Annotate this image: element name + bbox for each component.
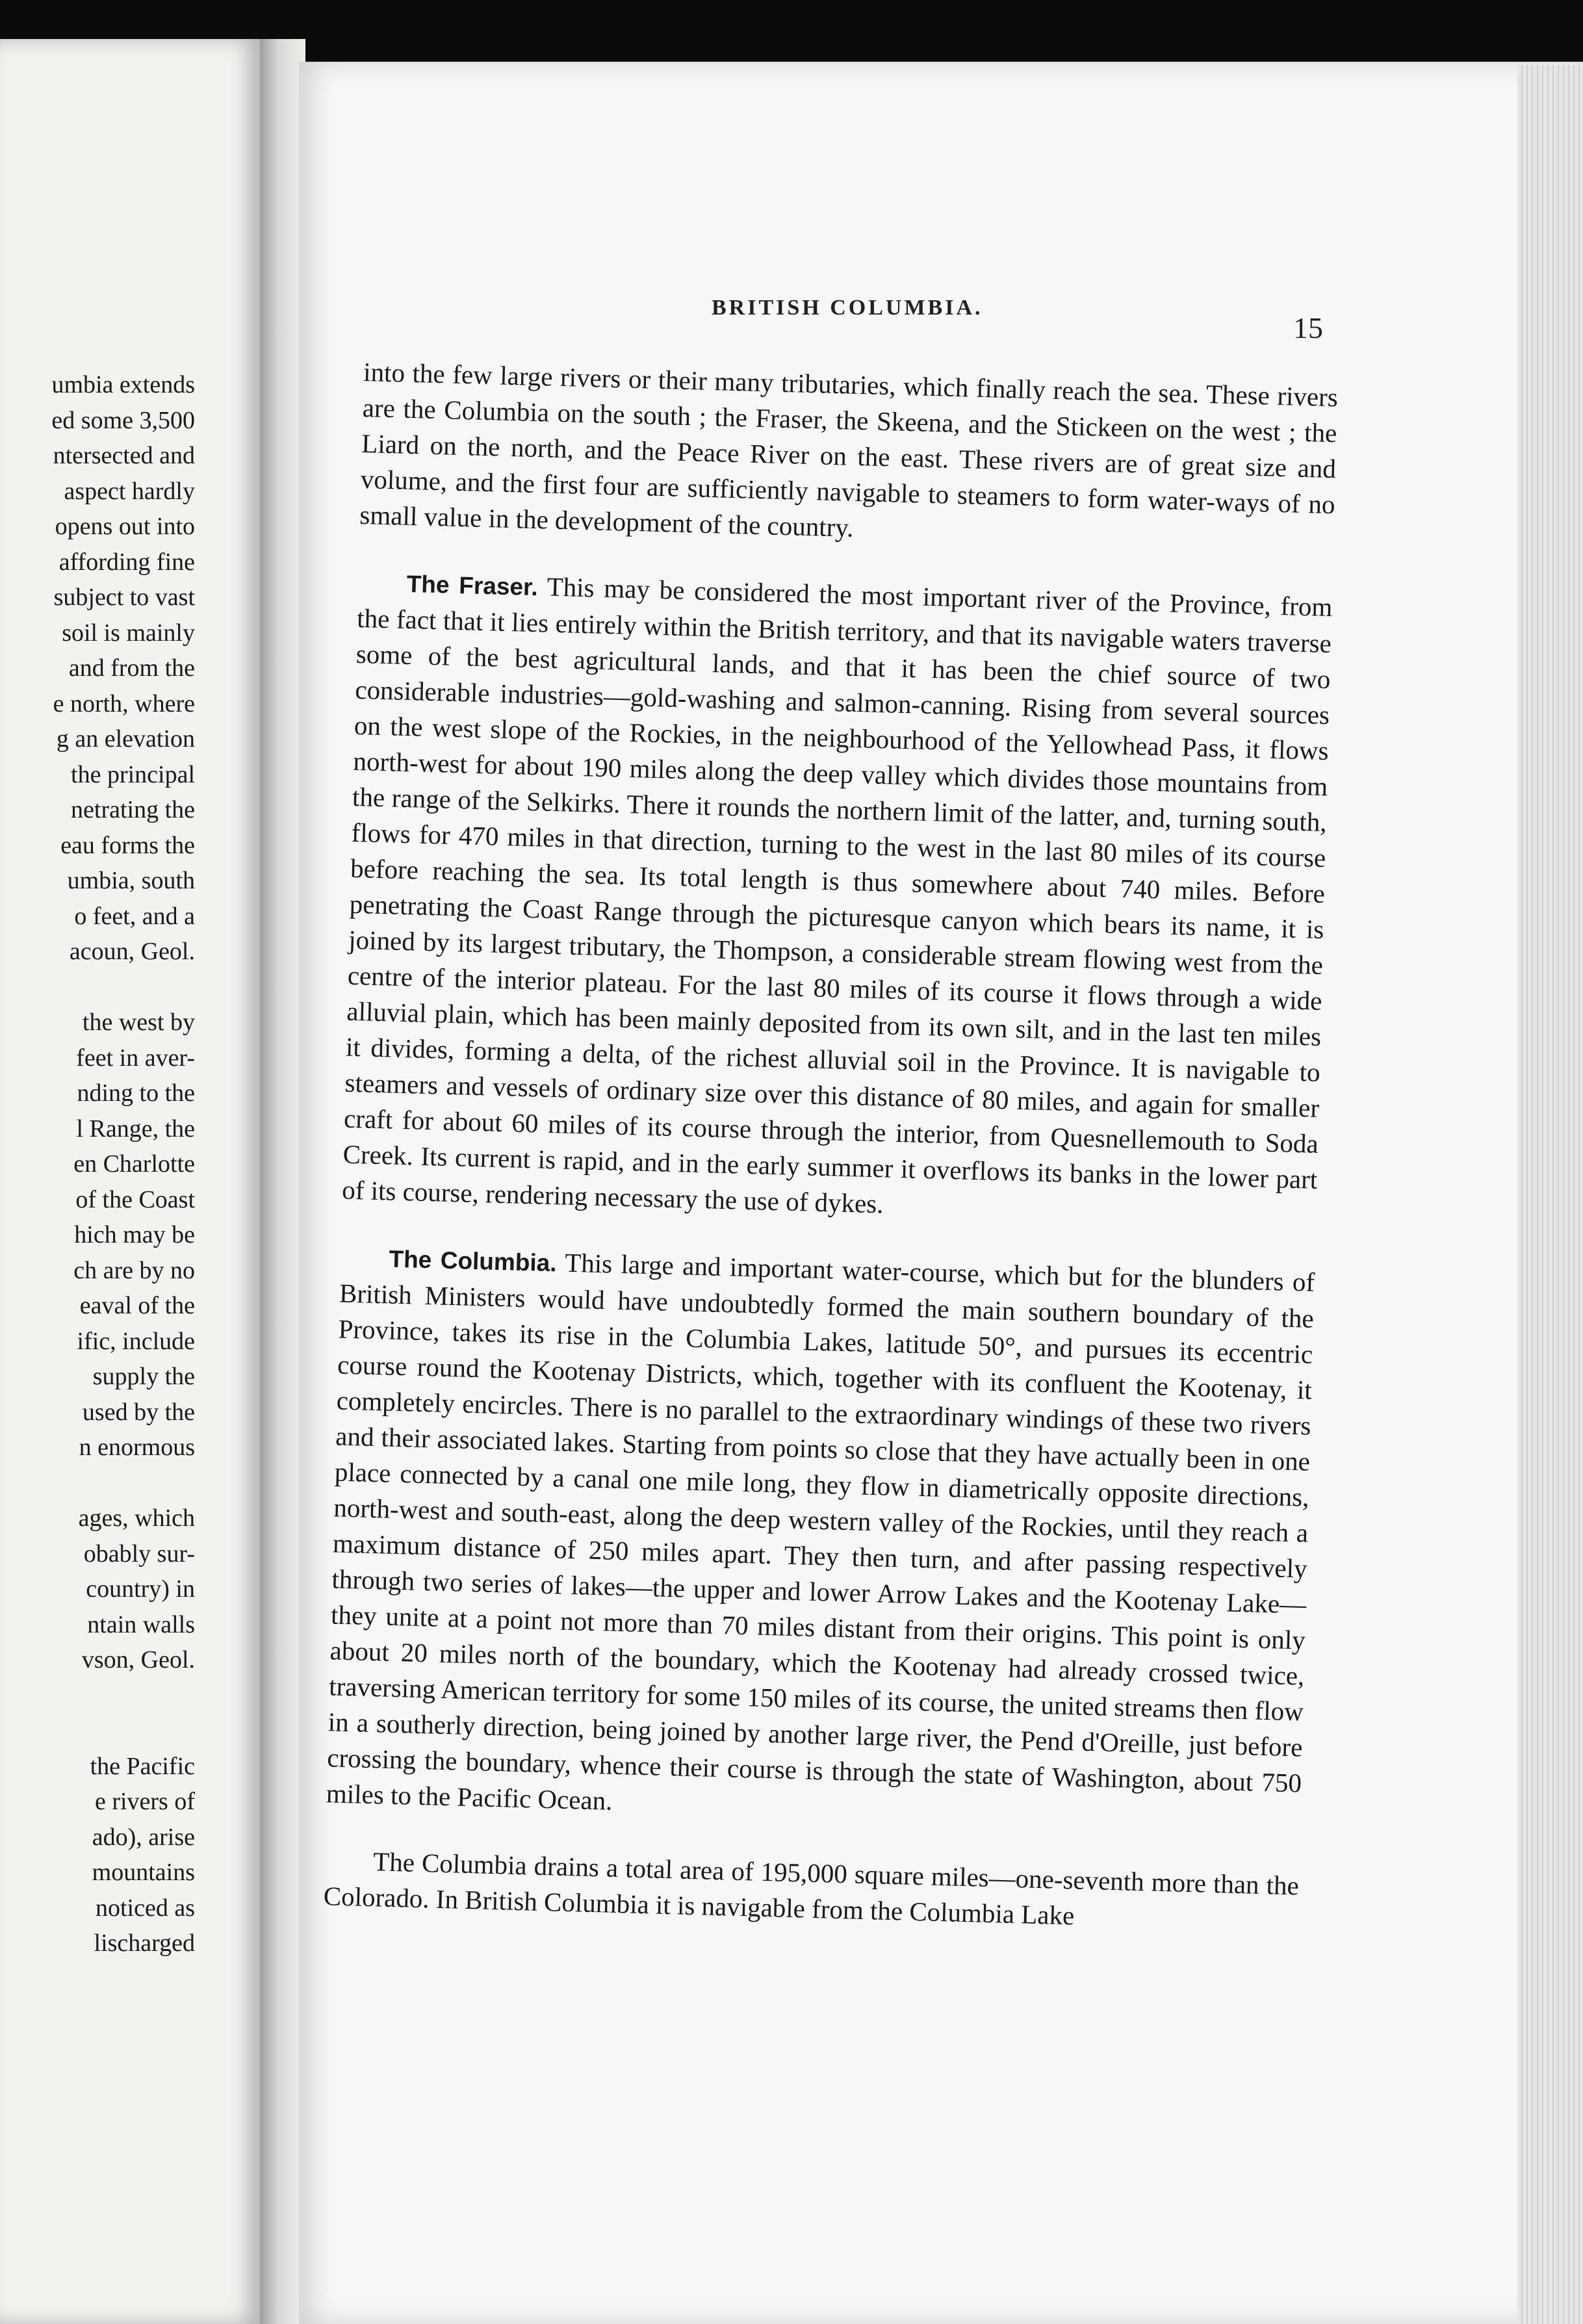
facing-page-line [0, 1678, 195, 1714]
columbia-paragraph [326, 1239, 1315, 1837]
facing-page-line: ages, which [78, 1504, 195, 1532]
facing-page-line: lischarged [94, 1930, 195, 1957]
facing-page-line: n enormous [79, 1434, 195, 1461]
facing-page-line: e north, where [53, 690, 195, 717]
facing-page-line: umbia extends [51, 371, 195, 398]
facing-page-line: nding to the [77, 1079, 195, 1107]
page-body [323, 354, 1338, 1939]
facing-page-line: hich may be [74, 1221, 195, 1248]
intro-paragraph: into the few large rivers or their many tributaries, which finally reach the sea. These rivers are the Columbia on the south ; the Fraser, the Skeena, and the Stickeen on the west ; the Liard on the north, and the Peace River on the east. These rivers are of great size and volume, and the first four are sufficiently navigable to steamers to form water-ways of no small value in the development of the country. [359, 356, 1339, 543]
facing-page-line: l Range, the [76, 1115, 195, 1143]
facing-page-line: eau forms the [60, 831, 195, 859]
columbia-drainage-paragraph: The Columbia drains a total area of 195,000 square miles—one-seventh more than the Colorado. In British Columbia it is navigable from the Columbia Lake [323, 1846, 1300, 1931]
fraser-heading: The Fraser. [406, 570, 539, 601]
facing-page-line: netrating the [71, 796, 195, 823]
facing-page-line: ntain walls [87, 1610, 195, 1638]
facing-page-line: obably sur- [83, 1540, 195, 1568]
page-number: 15 [1293, 311, 1323, 344]
facing-page-line: the Pacific [90, 1752, 195, 1780]
facing-page-line [0, 1713, 195, 1749]
facing-page-line: aspect hardly [64, 477, 195, 505]
facing-page-line: of the Coast [75, 1185, 195, 1213]
facing-page-line: feet in aver- [76, 1044, 195, 1072]
facing-page-text [0, 367, 195, 1961]
facing-page-line: supply the [92, 1363, 195, 1390]
facing-page-line [0, 1465, 195, 1501]
facing-page-line: acoun, Geol. [69, 938, 195, 965]
running-title: BRITISH COLUMBIA. [712, 296, 983, 320]
facing-page-line: o feet, and a [74, 902, 195, 930]
facing-page-line: en Charlotte [73, 1150, 195, 1178]
facing-page-line: g an elevation [56, 725, 195, 753]
facing-page-line: ific, include [77, 1327, 195, 1355]
facing-page-line: soil is mainly [62, 619, 195, 647]
facing-page-line: used by the [82, 1398, 195, 1426]
facing-page-line: e rivers of [94, 1788, 195, 1815]
facing-page-line: opens out into [55, 513, 195, 540]
facing-page-line: ntersected and [53, 442, 195, 469]
facing-page-line: ch are by no [73, 1256, 195, 1284]
facing-page-line: the west by [82, 1009, 195, 1036]
facing-page-line: umbia, south [67, 867, 195, 894]
fraser-paragraph [342, 564, 1333, 1233]
facing-page-line: country) in [86, 1575, 195, 1603]
facing-page-left [0, 39, 260, 2324]
facing-page-line: mountains [92, 1859, 195, 1886]
facing-page-line: noticed as [95, 1894, 195, 1922]
facing-page-line: ado), arise [92, 1823, 195, 1851]
columbia-text: This large and important water-course, which but for the blunders of British Ministers would have undoubtedly formed the main southern boundary of the Province, takes its rise in the Columbia Lakes, latitude 50°, and pursues its eccentric course round the Kootenay Districts, which, together with its confluent the Kootenay, it completely encircles. There is no parallel to the extraordinary windings of these two rivers and their associated lakes. Starting from points so close that they have actually been in one place connected by a canal one mile long, they flow in diametrically opposite directions, north-west and south-east, along the deep western valley of the Rockies, until they reach a maximum distance of 250 miles apart. They then turn, and after passing respectively through two series of lakes—the upper and lower Arrow Lakes and the Kootenay Lake—they unite at a point not more than 70 miles distant from their origins. This point is only about 20 miles north of the boundary, which the Kootenay had already crossed twice, traversing American territory for some 150 miles of its course, the united streams then flow in a southerly direction, being joined by another large river, the Pend d'Oreille, just before crossing the boundary, whence their course is through the state of Washington, about 750 miles to the Pacific Ocean. [326, 1247, 1315, 1816]
facing-page-line: the principal [71, 760, 195, 788]
facing-page-line: subject to vast [53, 584, 195, 611]
fraser-text: This may be considered the most important river of the Province, from the fact that it lies entirely within the British territory, and that its navigable waters traverse some of the best agricultural lands, and that it has been the chief source of two considerable industries—gold-washing and salmon-canning. Rising from several sources on the west slope of the Rockies, in the neighbourhood of the Yellowhead Pass, it flows north-west for about 190 miles along the deep valley which divides those mountains from the range of the Selkirks. There it rounds the northern limit of the latter, and, turning south, flows for 470 miles in that direction, turning to the west in the last 80 miles of its course before reaching the sea. Its total length is thus somewhere about 740 miles. Before penetrating the Coast Range through the picturesque canyon which bears its name, it is joined by its largest tributary, the Thompson, a considerable stream flowing west from the centre of the interior plateau. For the last 80 miles of its course it flows through a wide alluvial plain, which has been mainly deposited from its own silt, and in the last ten miles it divides, forming a delta, of the richest alluvial soil in the Province. It is navigable to steamers and vessels of ordinary size over this distance of 80 miles, and again for smaller craft for about 60 miles of its course through the interior, from Quesnellemouth to Soda Creek. Its current is rapid, and in the early summer it overflows its banks in the lower part of its course, rendering necessary the use of dykes. [341, 571, 1333, 1219]
facing-page-line: affording fine [58, 548, 195, 576]
facing-page-line: and from the [68, 654, 195, 682]
page-edges [1517, 65, 1583, 2324]
facing-page-line [0, 970, 195, 1005]
columbia-heading: The Columbia. [389, 1245, 558, 1277]
facing-page-line: vson, Geol. [81, 1646, 195, 1673]
facing-page-line: eaval of the [79, 1292, 195, 1319]
facing-page-line: ed some 3,500 [51, 406, 195, 434]
